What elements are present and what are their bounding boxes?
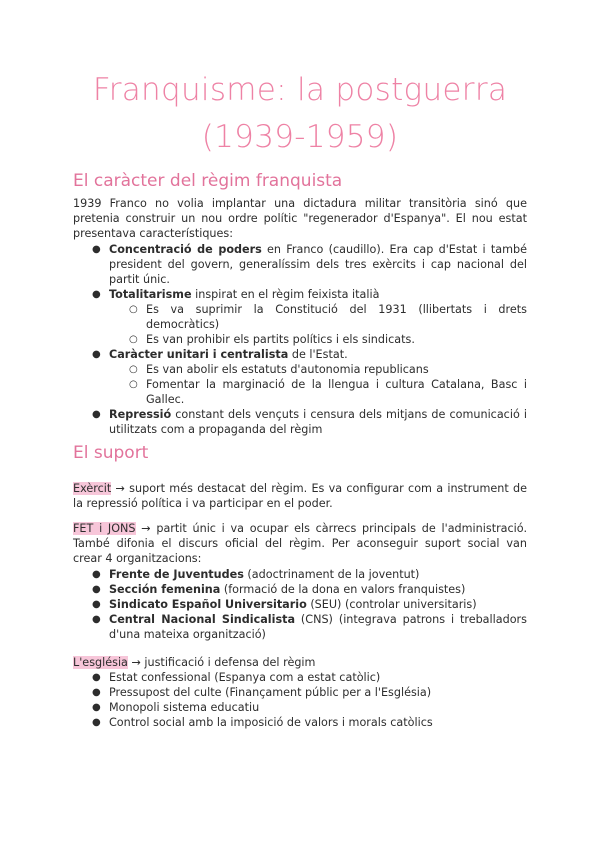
bullet-icon: ● bbox=[92, 687, 101, 698]
arrow-icon: → bbox=[135, 522, 157, 535]
highlight-label: L'església bbox=[73, 656, 128, 669]
arrow-icon: → bbox=[127, 656, 145, 669]
esglesia-item: Estat confessional (Espanya com a estat catòlic) bbox=[109, 671, 381, 684]
sub-item-cont: Gallec. bbox=[146, 393, 185, 406]
list-item-cont: partit únic. bbox=[109, 273, 170, 286]
list-item-caracter bbox=[109, 347, 348, 363]
org-item bbox=[109, 597, 477, 613]
circle-bullet-icon: ○ bbox=[129, 364, 138, 375]
bullet-icon: ● bbox=[92, 244, 101, 255]
exercit-line-2: la repressió política i va participar en el poder. bbox=[73, 497, 333, 510]
item-bold: Sección femenina bbox=[109, 583, 221, 596]
list-item-concentracio bbox=[109, 242, 527, 258]
exercit-text: suport més destacat del règim. Es va configurar com a instrument de bbox=[129, 482, 527, 495]
section-heading-suport: El suport bbox=[73, 443, 149, 463]
sub-item: Es va suprimir la Constitució del 1931 (llibertats i drets bbox=[146, 303, 527, 316]
esglesia-item: Monopoli sistema educatiu bbox=[109, 701, 260, 714]
item-bold: Caràcter unitari i centralista bbox=[109, 348, 289, 361]
highlight-label: Exèrcit bbox=[73, 482, 112, 495]
sub-item: Es van prohibir els partits polítics i els sindicats. bbox=[146, 333, 415, 346]
bullet-icon: ● bbox=[92, 409, 101, 420]
list-item-cont: utilitzats com a propaganda del règim bbox=[109, 423, 323, 436]
bullet-icon: ● bbox=[92, 614, 101, 625]
item-bold: Totalitarisme bbox=[109, 288, 192, 301]
sub-item: Es van abolir els estatuts d'autonomia republicans bbox=[146, 363, 429, 376]
circle-bullet-icon: ○ bbox=[129, 334, 138, 345]
item-text: (CNS) (integrava patrons i treballadors bbox=[295, 613, 527, 626]
item-text: inspirat en el règim feixista italià bbox=[191, 288, 380, 301]
item-text: (formació de la dona en valors franquistes) bbox=[220, 583, 466, 596]
org-item bbox=[109, 582, 465, 598]
fet-text: partit únic i va ocupar els càrrecs principals de l'administració. bbox=[156, 522, 527, 535]
page-title-line1: Franquisme: la postguerra bbox=[92, 72, 508, 108]
item-text: constant dels vençuts i censura dels mitjans de comunicació i bbox=[171, 408, 527, 421]
fet-line-2: També difonia el discurs oficial del règim. Per aconseguir suport social van bbox=[73, 537, 527, 550]
exercit-line-1 bbox=[73, 481, 527, 497]
bullet-icon: ● bbox=[92, 599, 101, 610]
sub-item-cont: democràtics) bbox=[146, 318, 220, 331]
section-heading-caracter: El caràcter del règim franquista bbox=[73, 171, 343, 191]
item-bold: Concentració de poders bbox=[109, 243, 262, 256]
esglesia-line-1 bbox=[73, 655, 315, 671]
circle-bullet-icon: ○ bbox=[129, 379, 138, 390]
bullet-icon: ● bbox=[92, 717, 101, 728]
item-bold: Sindicato Español Universitario bbox=[109, 598, 307, 611]
item-text: en Franco (caudillo). Era cap d'Estat i també bbox=[261, 243, 527, 256]
list-item-totalitarisme bbox=[109, 287, 379, 303]
bullet-icon: ● bbox=[92, 584, 101, 595]
org-item bbox=[109, 567, 419, 583]
list-item-repressio bbox=[109, 407, 527, 423]
bullet-icon: ● bbox=[92, 672, 101, 683]
item-bold: Repressió bbox=[109, 408, 172, 421]
circle-bullet-icon: ○ bbox=[129, 304, 138, 315]
bullet-icon: ● bbox=[92, 289, 101, 300]
list-item-cont: president del govern, generalíssim dels tres exèrcits i cap nacional del bbox=[109, 258, 527, 271]
item-text: de l'Estat. bbox=[288, 348, 348, 361]
bullet-icon: ● bbox=[92, 349, 101, 360]
item-bold: Frente de Juventudes bbox=[109, 568, 244, 581]
sub-item: Fomentar la marginació de la llengua i cultura Catalana, Basc i bbox=[146, 378, 527, 391]
intro-line-3: presentava característiques: bbox=[73, 227, 234, 240]
item-bold: Central Nacional Sindicalista bbox=[109, 613, 296, 626]
arrow-icon: → bbox=[111, 482, 130, 495]
bullet-icon: ● bbox=[92, 702, 101, 713]
org-item-cont: d'una mateixa organització) bbox=[109, 628, 266, 641]
bullet-icon: ● bbox=[92, 569, 101, 580]
esglesia-item: Control social amb la imposició de valors i morals catòlics bbox=[109, 716, 433, 729]
fet-line-1 bbox=[73, 521, 527, 537]
esglesia-text: justificació i defensa del règim bbox=[144, 656, 316, 669]
esglesia-item: Pressupost del culte (Finançament públic per a l'Església) bbox=[109, 686, 432, 699]
fet-line-3: crear 4 organitzacions: bbox=[73, 552, 202, 565]
highlight-label: FET i JONS bbox=[73, 522, 136, 535]
intro-line-1: 1939 Franco no volia implantar una dictadura militar transitòria sinó que bbox=[73, 197, 527, 210]
item-text: (adoctrinament de la joventut) bbox=[243, 568, 420, 581]
intro-line-2: pretenia construir un nou ordre polític "regenerador d'Espanya". El nou estat bbox=[73, 212, 527, 225]
item-text: (SEU) (controlar universitaris) bbox=[306, 598, 477, 611]
page-title-line2: (1939-1959) bbox=[201, 119, 399, 155]
org-item bbox=[109, 612, 527, 628]
